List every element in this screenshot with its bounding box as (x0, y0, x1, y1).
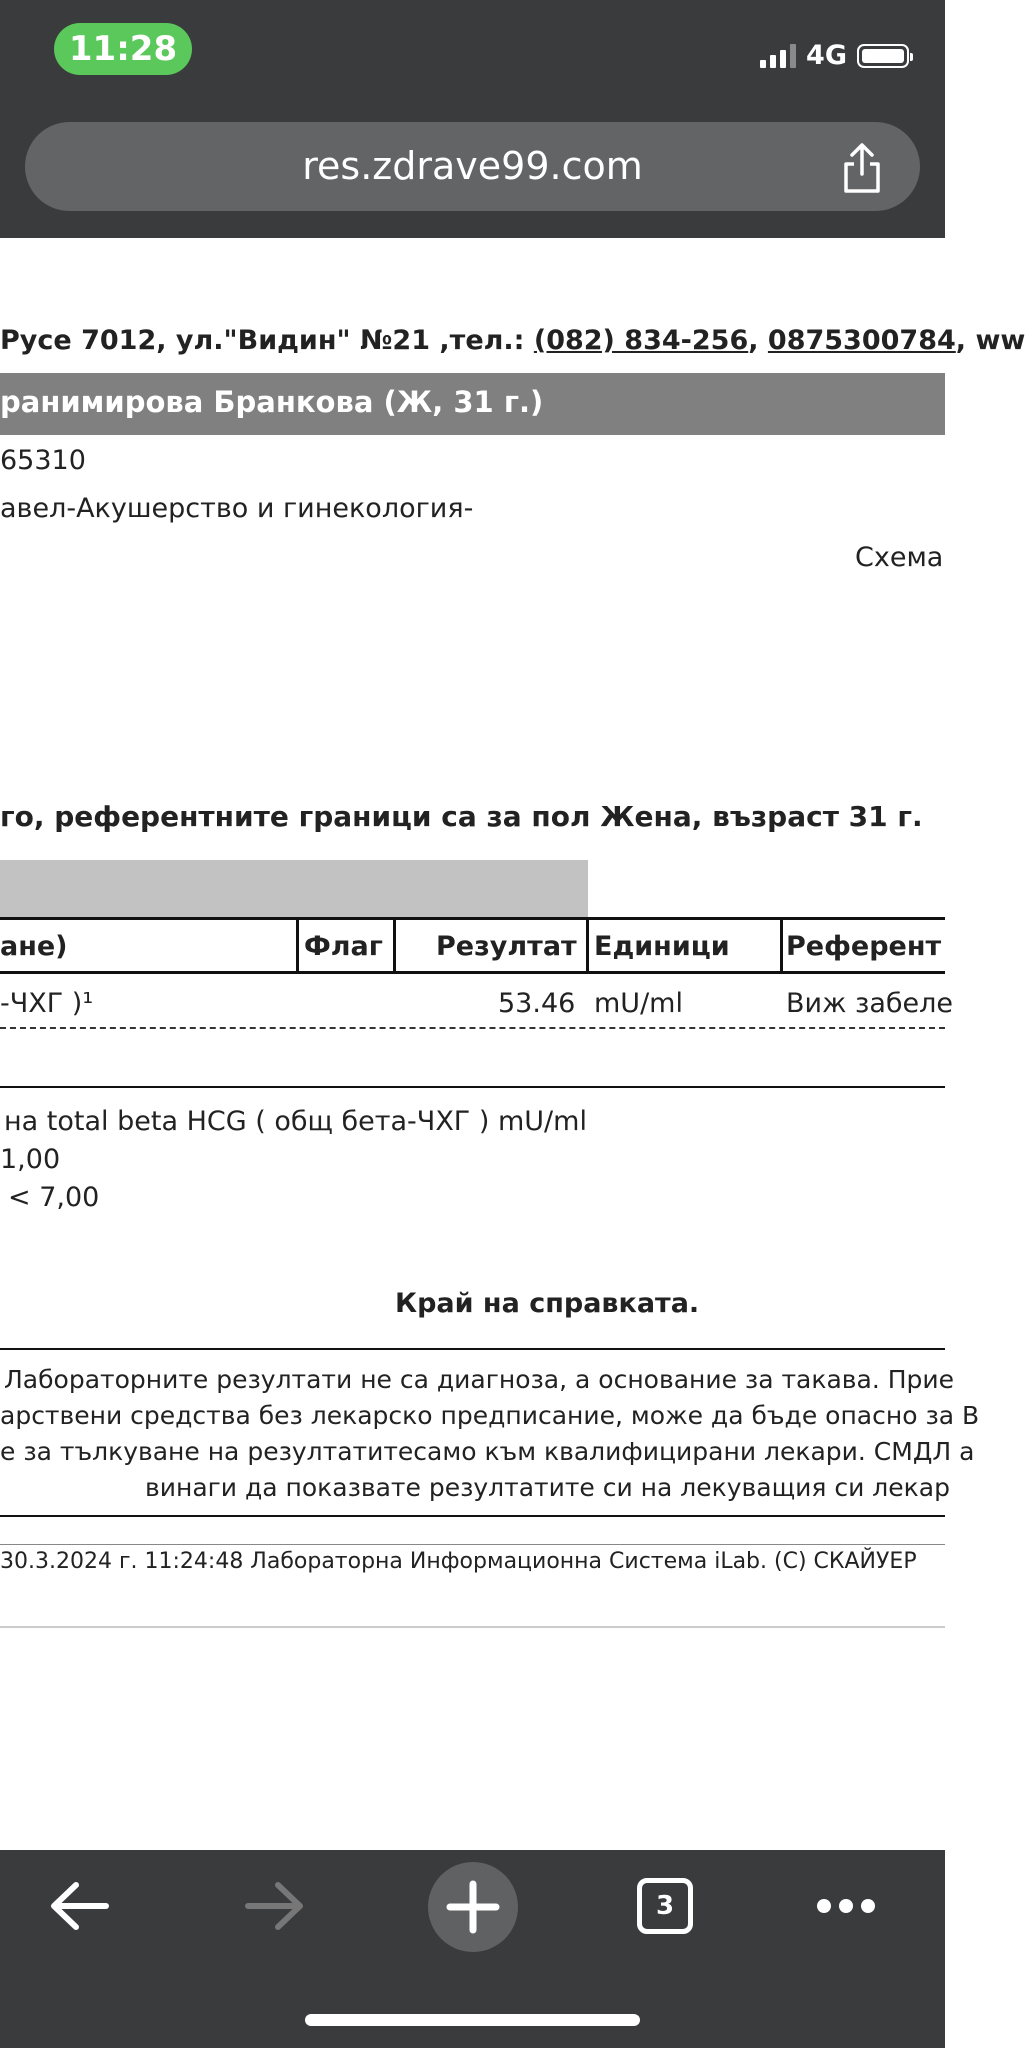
battery-icon (857, 44, 909, 68)
share-icon[interactable] (838, 142, 886, 194)
table-section-header (0, 860, 588, 918)
table-top-border (0, 917, 945, 920)
reference-note: го, референтните граници са за пол Жена, възраст 31 г. (0, 800, 923, 833)
phone-link-1[interactable]: (082) 834-256 (533, 325, 749, 356)
disclaimer-line-1: Лабораторните резултати не са диагноза, а основание за такава. Прие (4, 1365, 955, 1394)
table-header-border (0, 971, 945, 974)
browser-bottom-toolbar (0, 1850, 945, 2048)
disclaimer-bottom-border (0, 1515, 945, 1517)
status-indicators (760, 40, 909, 71)
row-test-name: -ЧХГ )¹ (0, 988, 94, 1019)
signal-icon (760, 44, 796, 68)
footnote-line-2: 1,00 (0, 1144, 61, 1175)
home-indicator[interactable] (305, 2014, 640, 2026)
disclaimer-line-2: арствени средства без лекарско предписание, може да бъде опасно за В (0, 1401, 980, 1430)
col-divider (296, 917, 299, 973)
patient-name: ранимирова Бранкова (Ж, 31 г.) (0, 385, 544, 419)
url-text[interactable]: res.zdrave99.com (302, 144, 643, 188)
col-header-reference: Референт (786, 931, 942, 962)
page-end-border (0, 1626, 945, 1628)
footer-top-border (0, 1544, 945, 1545)
footnote-line-1: на total beta HCG ( общ бета-ЧХГ ) mU/ml (4, 1106, 587, 1137)
end-of-report: Край на справката. (395, 1288, 700, 1319)
disclaimer-top-border (0, 1348, 945, 1350)
col-header-result: Резултат (436, 931, 577, 962)
url-bar[interactable] (25, 122, 920, 211)
lab-report (0, 238, 1025, 1850)
tabs-icon[interactable]: 3 (637, 1878, 693, 1934)
schema-label: Схема (855, 542, 944, 573)
more-icon[interactable] (815, 1893, 877, 1919)
col-divider (780, 917, 783, 973)
status-time: 11:28 (54, 23, 192, 75)
disclaimer-line-4: винаги да показвате резултатите си на лекуващия си лекар (145, 1473, 950, 1502)
network-type: 4G (806, 40, 847, 71)
col-header-name: ане) (0, 931, 68, 962)
row-reference: Виж забеле (786, 988, 954, 1019)
plus-icon (428, 1862, 518, 1952)
forward-arrow-icon[interactable] (244, 1880, 306, 1932)
lab-address: Русе 7012, ул."Видин" №21 ,тел.: (082) 834-256, 0875300784, ww (0, 325, 1025, 356)
footnote-line-3: < 7,00 (8, 1182, 100, 1213)
patient-id: 65310 (0, 445, 86, 476)
disclaimer-line-3: е за тълкуване на резултатитесамо към квалифицирани лекари. СМДЛ а (0, 1437, 975, 1466)
col-header-units: Единици (594, 931, 730, 962)
col-divider (586, 917, 589, 973)
patient-header-bar (0, 373, 945, 435)
new-tab-button[interactable] (428, 1862, 518, 1952)
row-result: 53.46 (498, 988, 576, 1019)
row-units: mU/ml (594, 988, 683, 1019)
col-divider (393, 917, 396, 973)
department: авел-Акушерство и гинекология- (0, 493, 474, 524)
browser-top-bar (0, 0, 945, 238)
back-arrow-icon[interactable] (48, 1880, 110, 1932)
row-dashed-divider (0, 1027, 945, 1029)
system-footer: 30.3.2024 г. 11:24:48 Лабораторна Информационна Система iLab. (C) СКАЙУЕР (0, 1549, 917, 1574)
section-divider (0, 1086, 945, 1088)
phone-link-2[interactable]: 0875300784 (767, 325, 956, 356)
col-header-flag: Флаг (304, 931, 383, 962)
